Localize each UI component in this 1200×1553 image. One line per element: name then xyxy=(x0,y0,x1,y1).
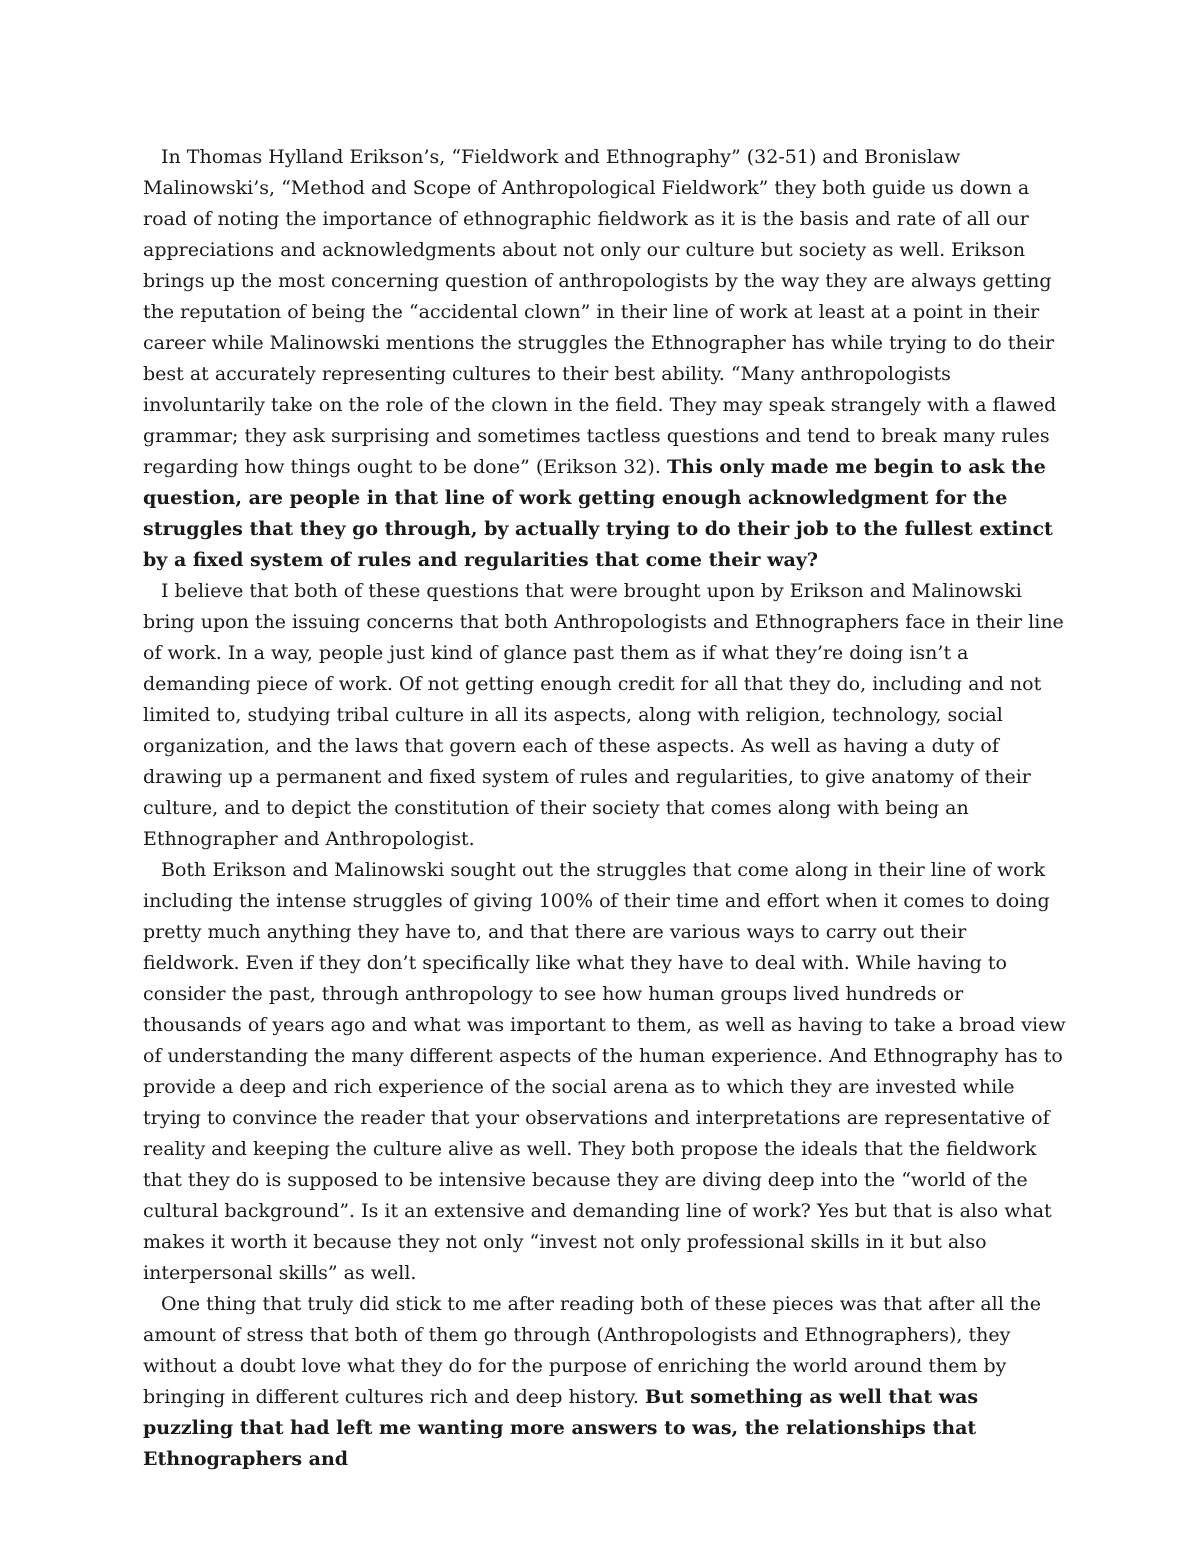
paragraph-4-text: One thing that truly did stick to me after reading both of these pieces was that after all the amount of stress that both of them go through (Anthropologists and Ethnographers), they without a doubt love what they do for the purpose of enriching the world around them by bringing in different cultures rich and deep history. xyxy=(143,1293,1041,1408)
paragraph-3 xyxy=(143,855,1068,1289)
paragraph-2 xyxy=(143,576,1068,855)
paragraph-3-text: Both Erikson and Malinowski sought out the struggles that come along in their line of work including the intense struggles of giving 100% of their time and effort when it comes to doing pretty much anything they have to, and that there are various ways to carry out their fieldwork. Even if they don’t specifically like what they have to deal with. While having to consider the past, through anthropology to see how human groups lived hundreds or thousands of years ago and what was important to them, as well as having to take a broad view of understanding the many different aspects of the human experience. And Ethnography has to provide a deep and rich experience of the social arena as to which they are invested while trying to convince the reader that your observations and interpretations are representative of reality and keeping the culture alive as well. They both propose the ideals that the fieldwork that they do is supposed to be intensive because they are diving deep into the “world of the cultural background”. Is it an extensive and demanding line of work? Yes but that is also what makes it worth it because they not only “invest not only professional skills in it but also interpersonal skills” as well. xyxy=(143,859,1066,1284)
paragraph-1-bold-question: This only made me begin to ask the question, are people in that line of work getting enough acknowledgment for the struggles that they go through, by actually trying to do their job to the fullest extinct by a fixed system of rules and regularities that come their way? xyxy=(143,456,1053,571)
paragraph-1 xyxy=(143,142,1068,576)
paragraph-4 xyxy=(143,1289,1068,1475)
paragraph-2-text: I believe that both of these questions that were brought upon by Erikson and Malinowski bring upon the issuing concerns that both Anthropologists and Ethnographers face in their line of work. In a way, people just kind of glance past them as if what they’re doing isn’t a demanding piece of work. Of not getting enough credit for all that they do, including and not limited to, studying tribal culture in all its aspects, along with religion, technology, social organization, and the laws that govern each of these aspects. As well as having a duty of drawing up a permanent and fixed system of rules and regularities, to give anatomy of their culture, and to depict the constitution of their society that comes along with being an Ethnographer and Anthropologist. xyxy=(143,580,1064,850)
essay-body xyxy=(143,142,1068,1475)
paragraph-4-bold-question: But something as well that was puzzling that had left me wanting more answers to was, the relationships that Ethnographers and xyxy=(143,1386,979,1470)
paragraph-1-text: In Thomas Hylland Erikson’s, “Fieldwork and Ethnography” (32-51) and Bronislaw Malinowski’s, “Method and Scope of Anthropological Fieldwork” they both guide us down a road of noting the importance of ethnographic fieldwork as it is the basis and rate of all our appreciations and acknowledgments about not only our culture but society as well. Erikson brings up the most concerning question of anthropologists by the way they are always getting the reputation of being the “accidental clown” in their line of work at least at a point in their career while Malinowski mentions the struggles the Ethnographer has while trying to do their best at accurately representing cultures to their best ability. “Many anthropologists involuntarily take on the role of the clown in the field. They may speak strangely with a flawed grammar; they ask surprising and sometimes tactless questions and tend to break many rules regarding how things ought to be done” (Erikson 32). xyxy=(143,146,1057,478)
